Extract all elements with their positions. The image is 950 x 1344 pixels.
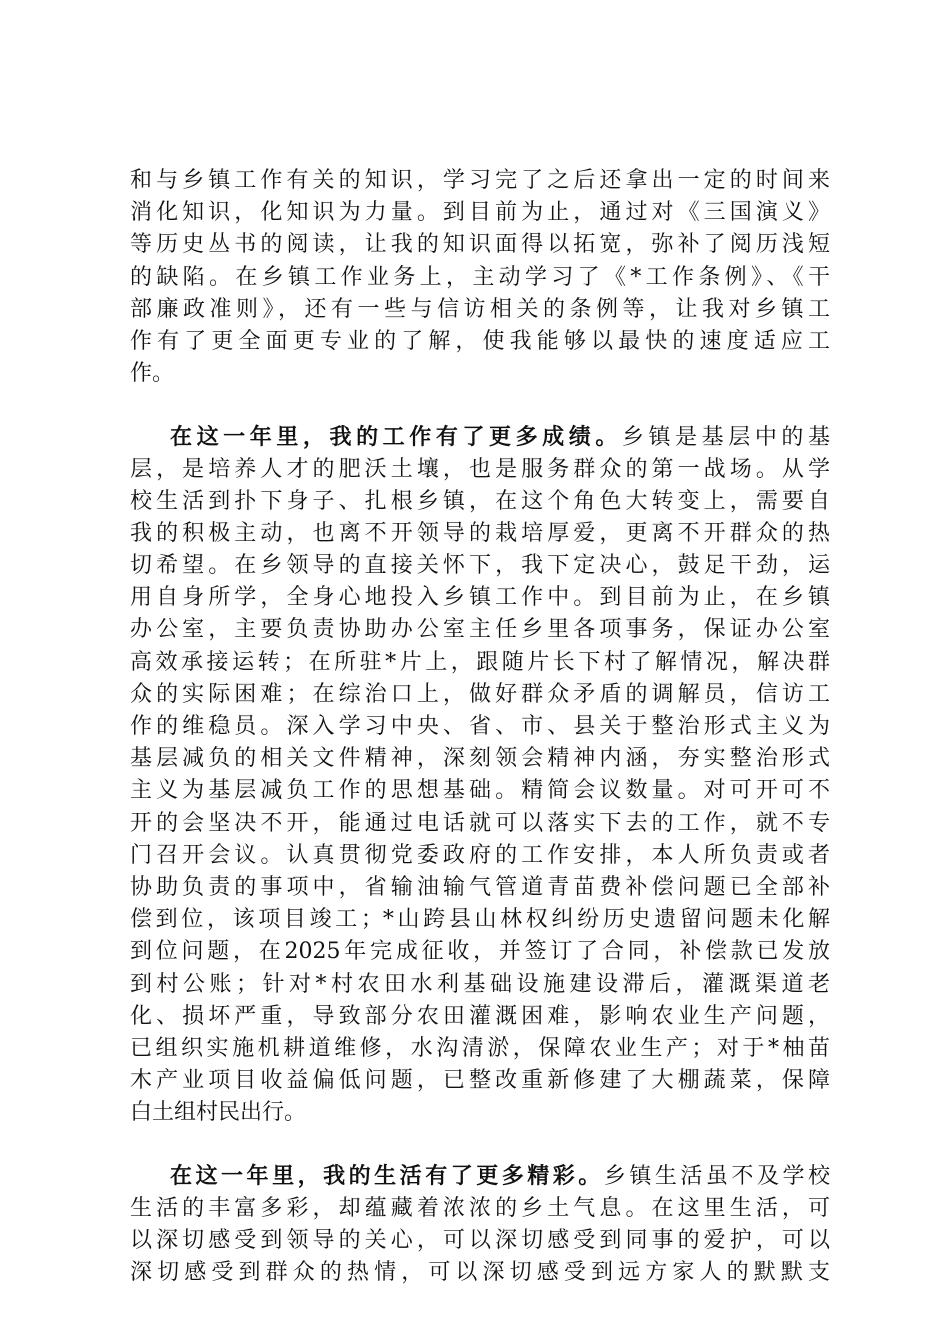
text-line: 到村公账；针对*村农田水利基础设施建设滞后，灌溉渠道老	[130, 971, 830, 997]
text-line	[130, 1160, 830, 1192]
text-line: 基层减负的相关文件精神，深刻领会精神内涵，夯实整治形式	[130, 746, 830, 772]
text-line: 主义为基层减负工作的思想基础。精简会议数量。对可开可不	[130, 778, 830, 804]
text-line: 和与乡镇工作有关的知识，学习完了之后还拿出一定的时间来	[130, 168, 830, 193]
text-line: 消化知识，化知识为力量。到目前为止，通过对《三国演义》	[130, 200, 830, 226]
text-run: 乡镇生活虽不及学校	[603, 1164, 830, 1190]
text-line: 作。	[130, 361, 175, 387]
paragraph-study	[130, 165, 830, 390]
text-line: 等历史丛书的阅读，让我的知识面得以拓宽，弥补了阅历浅短	[130, 232, 830, 258]
text-line: 化、损坏严重，导致部分农田灌溉困难，影响农业生产问题，	[130, 1003, 830, 1029]
text-line: 层，是培养人才的肥沃土壤，也是服务群众的第一战场。从学	[130, 456, 830, 482]
text-line	[130, 421, 830, 453]
paragraph-gap	[130, 1129, 830, 1160]
text-line: 木产业项目收益偏低问题，已整改重新修建了大棚蔬菜，保障	[130, 1068, 830, 1094]
text-line: 高效承接运转；在所驻*片上，跟随片长下村了解情况，解决群	[130, 649, 830, 675]
text-line: 到位问题，在2025年完成征收，并签订了合同，补偿款已发放	[130, 939, 830, 965]
text-line: 的缺陷。在乡镇工作业务上，主动学习了《*工作条例》、《干	[130, 264, 830, 290]
text-line: 校生活到扑下身子、扎根乡镇，在这个角色大转变上，需要自	[130, 488, 830, 514]
text-line: 用自身所学，全身心地投入乡镇工作中。到目前为止，在乡镇	[130, 585, 830, 611]
text-line: 已组织实施机耕道维修，水沟清淤，保障农业生产；对于*柚苗	[130, 1035, 830, 1061]
text-line: 众的实际困难；在综治口上，做好群众矛盾的调解员，信访工	[130, 681, 830, 707]
text-line: 白土组村民出行。	[130, 1100, 307, 1126]
text-line: 办公室，主要负责协助办公室主任乡里各项事务，保证办公室	[130, 617, 830, 643]
text-line: 作有了更全面更专业的了解，使我能够以最快的速度适应工	[130, 328, 830, 354]
paragraph-life	[130, 1160, 830, 1289]
paragraph-gap	[130, 390, 830, 421]
paragraph-work	[130, 421, 830, 1129]
text-line: 偿到位，该项目竣工；*山跨县山林权纠纷历史遗留问题未化解	[130, 907, 830, 933]
text-line: 部廉政准则》，还有一些与信访相关的条例等，让我对乡镇工	[130, 296, 830, 322]
text-line: 我的积极主动，也离不开领导的栽培厚爱，更离不开群众的热	[130, 520, 830, 546]
text-line: 生活的丰富多彩，却蕴藏着浓浓的乡土气息。在这里生活，可	[130, 1195, 830, 1221]
text-line: 开的会坚决不开，能通过电话就可以落实下去的工作，就不专	[130, 810, 830, 836]
text-line: 门召开会议。认真贯彻党委政府的工作安排，本人所负责或者	[130, 842, 830, 868]
paragraph-heading: 在这一年里，我的生活有了更多精彩。	[170, 1163, 604, 1190]
text-line: 切希望。在乡领导的直接关怀下，我下定决心，鼓足干劲，运	[130, 553, 830, 579]
text-line: 深切感受到群众的热情，可以深切感受到远方家人的默默支	[130, 1260, 830, 1285]
text-line: 协助负责的事项中，省输油输气管道青苗费补偿问题已全部补	[130, 874, 830, 900]
text-line: 以深切感受到领导的关心，可以深切感受到同事的爱护，可以	[130, 1227, 830, 1253]
document-page	[130, 165, 830, 1289]
text-run: 乡镇是基层中的基	[621, 425, 830, 451]
paragraph-heading: 在这一年里，我的工作有了更多成绩。	[170, 424, 622, 451]
text-line: 作的维稳员。深入学习中央、省、市、县关于整治形式主义为	[130, 714, 830, 739]
